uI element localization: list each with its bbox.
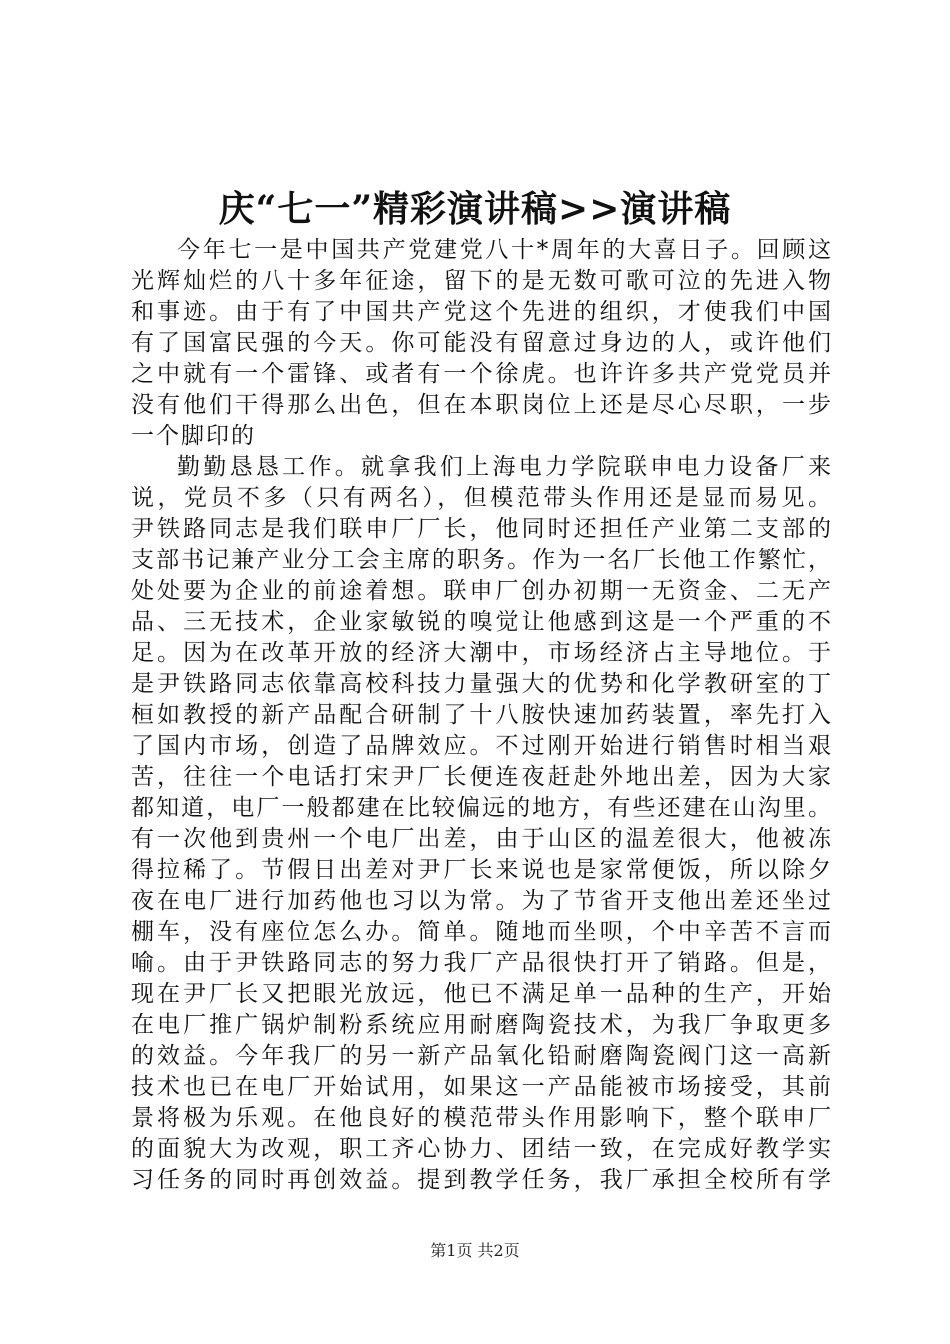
text-line: 桓如教授的新产品配合研制了十八胺快速加药装置，率先打入	[131, 702, 831, 728]
text-line: 夜在电厂进行加药他也习以为常。为了节省开支他出差还坐过	[131, 888, 831, 914]
text-line: 有一次他到贵州一个电厂出差，由于山区的温差很大，他被冻	[131, 826, 831, 852]
text-line: 是尹铁路同志依靠高校科技力量强大的优势和化学教研室的丁	[131, 671, 831, 697]
text-line: 喻。由于尹铁路同志的努力我厂产品很快打开了销路。但是，	[131, 950, 831, 976]
page-footer: 第1页 共2页	[430, 1241, 520, 1260]
text-line: 支部书记兼产业分工会主席的职务。作为一名厂长他工作繁忙，	[131, 547, 831, 573]
text-line: 习任务的同时再创效益。提到教学任务，我厂承担全校所有学	[131, 1167, 831, 1193]
text-line: 勤勤恳恳工作。就拿我们上海电力学院联申电力设备厂来	[177, 454, 831, 480]
text-line: 都知道，电厂一般都建在比较偏远的地方，有些还建在山沟里。	[131, 795, 831, 821]
document-body	[131, 235, 831, 1196]
text-line: 今年七一是中国共产党建党八十*周年的大喜日子。回顾这	[177, 237, 831, 263]
text-line: 之中就有一个雷锋、或者有一个徐虎。也许许多共产党党员并	[131, 361, 831, 387]
paragraph-2	[131, 452, 831, 1196]
text-line: 没有他们干得那么出色，但在本职岗位上还是尽心尽职，一步	[131, 392, 831, 418]
text-line: 苦，往往一个电话打宋尹厂长便连夜赶赴外地出差，因为大家	[131, 764, 831, 790]
text-line: 技术也已在电厂开始试用，如果这一产品能被市场接受，其前	[131, 1074, 831, 1100]
text-line: 处处要为企业的前途着想。联申厂创办初期一无资金、二无产	[131, 578, 831, 604]
text-line: 棚车，没有座位怎么办。简单。随地而坐呗，个中辛苦不言而	[131, 919, 831, 945]
text-line: 现在尹厂长又把眼光放远，他已不满足单一品种的生产，开始	[131, 981, 831, 1007]
text-line: 景将极为乐观。在他良好的模范带头作用影响下，整个联申厂	[131, 1105, 831, 1131]
page-title: 庆“七一”精彩演讲稿>>演讲稿	[218, 188, 732, 230]
text-line: 品、三无技术，企业家敏锐的嗅觉让他感到这是一个严重的不	[131, 609, 831, 635]
text-line: 有了国富民强的今天。你可能没有留意过身边的人，或许他们	[131, 330, 831, 356]
paragraph-1	[131, 235, 831, 452]
text-line: 足。因为在改革开放的经济大潮中，市场经济占主导地位。于	[131, 640, 831, 666]
text-line: 和事迹。由于有了中国共产党这个先进的组织，才使我们中国	[131, 299, 831, 325]
text-line: 得拉稀了。节假日出差对尹厂长来说也是家常便饭，所以除夕	[131, 857, 831, 883]
text-line: 的效益。今年我厂的另一新产品氧化铅耐磨陶瓷阀门这一高新	[131, 1043, 831, 1069]
text-line: 一个脚印的	[131, 423, 256, 449]
text-line: 的面貌大为改观，职工齐心协力、团结一致，在完成好教学实	[131, 1136, 831, 1162]
text-line: 尹铁路同志是我们联申厂厂长，他同时还担任产业第二支部的	[131, 516, 831, 542]
text-line: 了国内市场，创造了品牌效应。不过刚开始进行销售时相当艰	[131, 733, 831, 759]
text-line: 说，党员不多（只有两名），但模范带头作用还是显而易见。	[131, 485, 831, 511]
text-line: 光辉灿烂的八十多年征途，留下的是无数可歌可泣的先进入物	[131, 268, 831, 294]
text-line: 在电厂推广锅炉制粉系统应用耐磨陶瓷技术，为我厂争取更多	[131, 1012, 831, 1038]
